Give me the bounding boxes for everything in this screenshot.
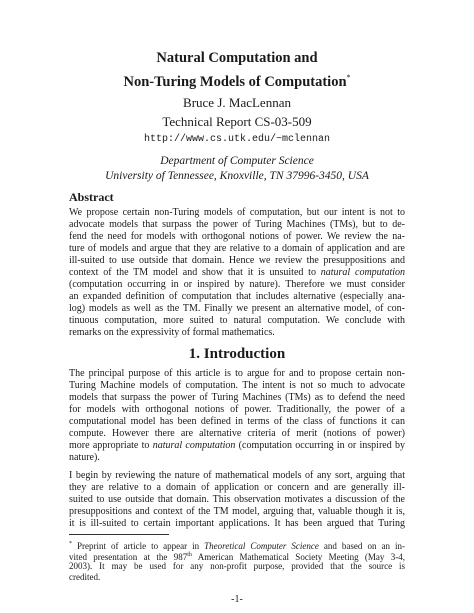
abstract-line: advocate models that surpass the power of Turing Machines (TMs), but to de- bbox=[69, 219, 405, 230]
intro-line: it is ill-suited to certain important applications. It has been argued that Turing bbox=[69, 518, 405, 529]
journal-name: Theoretical Computer Science bbox=[204, 541, 319, 551]
abstract-line: tinuous computation, more suited to natural computation. We conclude with bbox=[69, 315, 405, 326]
abstract-line: We propose certain non-Turing models of computation, but our intent is not to bbox=[69, 207, 405, 218]
intro-line: suited to use outside that domain. This observation motivates a discussion of the bbox=[69, 494, 405, 505]
intro-emphasis: natural computation bbox=[152, 440, 236, 451]
abstract-heading: Abstract bbox=[69, 190, 114, 204]
intro-line: models that surpass the power of Turing Machines (TMs) as to defend the need bbox=[69, 392, 405, 403]
title-line-2 bbox=[0, 73, 474, 91]
title-footnote-mark: * bbox=[346, 73, 351, 82]
report-number: Technical Report CS-03-509 bbox=[162, 114, 312, 129]
intro-line bbox=[69, 440, 405, 452]
abstract-line: log) models as well as the TM. Finally we present an alternative model, of con- bbox=[69, 303, 405, 314]
title-line-1: Natural Computation and bbox=[156, 50, 318, 66]
intro-text: (computation occurring in or inspired by bbox=[235, 440, 405, 451]
intro-line: Turing Machine models of computation. The intent is not so much to advocate bbox=[69, 380, 405, 391]
intro-line: I begin by reviewing the nature of mathematical models of any sort, arguing that bbox=[69, 470, 405, 481]
footnote-mark: * bbox=[69, 541, 72, 547]
footnote-text: American Mathematical Society Meeting (May 3-4, bbox=[191, 552, 405, 562]
abstract-line: ture of models and argue that they are relative to a domain of application and are bbox=[69, 243, 405, 254]
footnote-text: vited presentation at the 987 bbox=[69, 552, 188, 562]
department: Department of Computer Science bbox=[160, 155, 314, 167]
abstract-line: ill-suited to use outside that domain. Hence we review the presuppositions and bbox=[69, 255, 405, 266]
intro-line: nature). bbox=[69, 452, 100, 463]
author: Bruce J. MacLennan bbox=[183, 95, 291, 110]
footnote-line: 2003). It may be used for any non-profit purpose, provided that the source is bbox=[69, 561, 405, 571]
abstract-text: context of the TM model and show that it is unsuited to bbox=[69, 267, 321, 278]
abstract-line: fend the need for models with orthogonal notions of power. We review the na- bbox=[69, 231, 405, 242]
footnote-rule bbox=[69, 534, 169, 535]
intro-text: more appropriate to bbox=[69, 440, 153, 451]
author-url: http://www.cs.utk.edu/~mclennan bbox=[143, 134, 331, 145]
section-heading-introduction: 1. Introduction bbox=[188, 346, 286, 362]
abstract-line: remarks on the expressivity of formal mathematics. bbox=[69, 327, 275, 338]
intro-line: presuppositions and context of the TM model, arguing that, valuable though it is, bbox=[69, 506, 405, 517]
abstract-line: (computation occurring in or inspired by nature). Therefore we must consider bbox=[69, 279, 405, 290]
intro-line: The principal purpose of this article is to argue for and to propose certain non- bbox=[69, 368, 405, 379]
university: University of Tennessee, Knoxville, TN 37996-3450, USA bbox=[105, 170, 369, 182]
abstract-emphasis: natural computation bbox=[320, 267, 406, 278]
ordinal-suffix: th bbox=[187, 552, 192, 558]
intro-line: compute. However there are alternative criteria of merit (notions of power) bbox=[69, 428, 405, 439]
intro-line: they are relative to a domain of application or concern and are generally ill- bbox=[69, 482, 405, 493]
footnote-text: and based on an in- bbox=[318, 541, 405, 551]
abstract-line bbox=[69, 267, 405, 279]
abstract-line: an expanded definition of computation that includes alternative (especially ana- bbox=[69, 291, 405, 302]
footnote-line: credited. bbox=[69, 572, 101, 582]
footnote-text: Preprint of article to appear in bbox=[72, 541, 205, 551]
page-number: -1- bbox=[231, 594, 243, 605]
title-text: Non-Turing Models of Computation bbox=[123, 73, 347, 90]
intro-line: computational model has been defined in terms of the class of functions it can bbox=[69, 416, 405, 427]
intro-line: for models with orthogonal notions of power. Traditionally, the power of a bbox=[69, 404, 405, 415]
